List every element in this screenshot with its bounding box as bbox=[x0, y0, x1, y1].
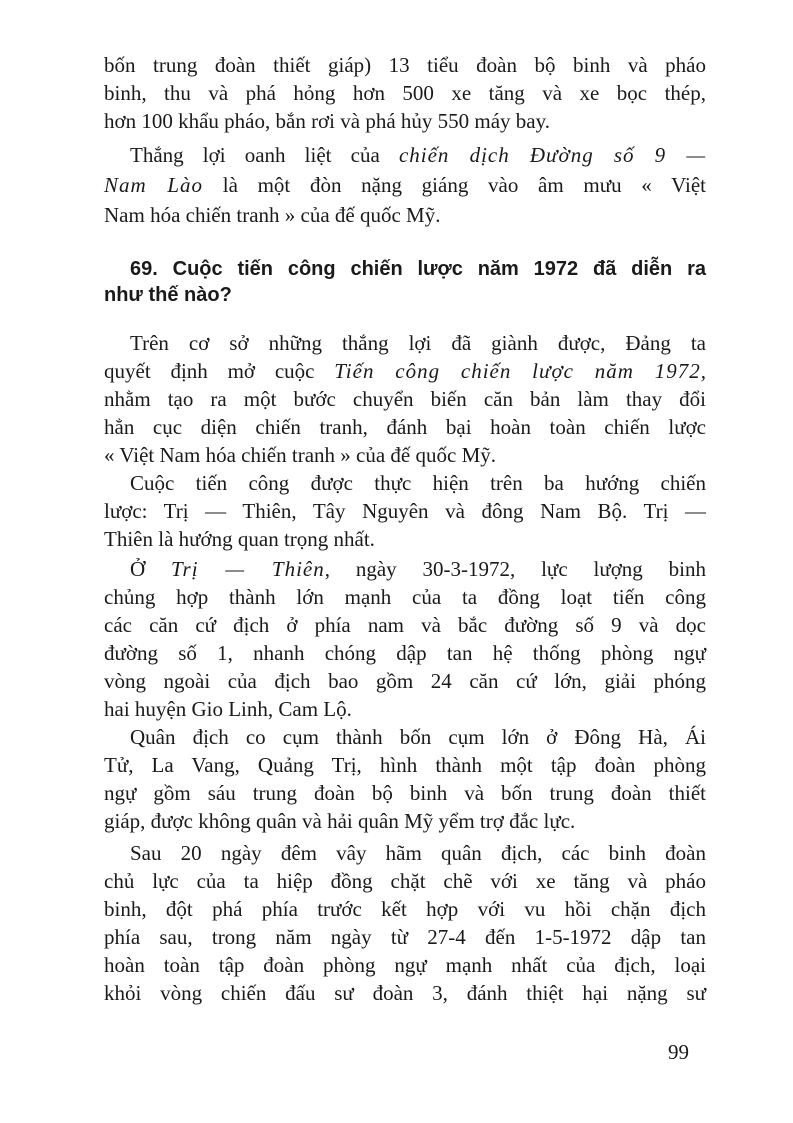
italic-text: Tiến công chiến lược năm 1972 bbox=[334, 359, 701, 383]
text-line bbox=[104, 414, 706, 440]
text-line bbox=[104, 924, 706, 950]
text-line bbox=[104, 980, 706, 1006]
text-segment: Ở bbox=[130, 557, 172, 581]
text-line bbox=[130, 142, 706, 168]
text-line bbox=[104, 202, 706, 228]
text-line bbox=[104, 52, 706, 78]
text-segment: Nam hóa chiến tranh » của đế quốc Mỹ. bbox=[104, 203, 441, 227]
text-line bbox=[130, 330, 706, 356]
text-segment: lược: Trị — Thiên, Tây Nguyên và đông Nam Bộ. Trị — bbox=[104, 499, 706, 523]
section-heading-line bbox=[130, 256, 706, 282]
text-segment: phía sau, trong năm ngày từ 27-4 đến 1-5-1972 dập tan bbox=[104, 925, 706, 949]
text-line bbox=[130, 470, 706, 496]
text-line bbox=[104, 442, 706, 468]
text-line bbox=[130, 724, 706, 750]
text-segment: các căn cứ địch ở phía nam và bắc đường số 9 và dọc bbox=[104, 613, 706, 637]
text-segment: quyết định mở cuộc bbox=[104, 359, 335, 383]
text-segment: Tử, La Vang, Quảng Trị, hình thành một tập đoàn phòng bbox=[104, 753, 706, 777]
text-segment: Thiên là hướng quan trọng nhất. bbox=[104, 527, 375, 551]
section-heading-line bbox=[104, 282, 706, 308]
text-segment: hơn 100 khẩu pháo, bắn rơi và phá hủy 550 máy bay. bbox=[104, 109, 551, 133]
text-segment: hoàn toàn tập đoàn phòng ngự mạnh nhất của địch, loại bbox=[104, 953, 706, 977]
text-line bbox=[104, 172, 706, 198]
text-line bbox=[104, 808, 706, 834]
text-line bbox=[104, 498, 706, 524]
text-segment: Trên cơ sở những thắng lợi đã giành được, Đảng ta bbox=[130, 331, 706, 355]
text-segment: Quân địch co cụm thành bốn cụm lớn ở Đông Hà, Ái bbox=[130, 725, 706, 749]
text-segment: như thế nào? bbox=[104, 284, 232, 306]
text-segment: hẳn cục diện chiến tranh, đánh bại hoàn toàn chiến lược bbox=[104, 415, 706, 439]
text-line bbox=[104, 526, 706, 552]
text-segment: 69. Cuộc tiến công chiến lược năm 1972 đã diễn ra bbox=[130, 258, 706, 280]
text-line bbox=[104, 386, 706, 412]
text-line bbox=[104, 896, 706, 922]
text-segment: chủ lực của ta hiệp đồng chặt chẽ với xe tăng và pháo bbox=[104, 869, 706, 893]
text-segment: bốn trung đoàn thiết giáp) 13 tiểu đoàn bộ binh và pháo bbox=[104, 53, 706, 77]
text-segment: Thắng lợi oanh liệt của bbox=[130, 143, 399, 167]
text-segment: là một đòn nặng giáng vào âm mưu « Việt bbox=[203, 173, 706, 197]
text-segment: binh, đột phá phía trước kết hợp với vu hồi chặn địch bbox=[104, 897, 706, 921]
italic-text: chiến dịch Đường số 9 — bbox=[398, 143, 706, 167]
text-line bbox=[104, 640, 706, 666]
text-segment: , ngày 30-3-1972, lực lượng binh bbox=[324, 557, 706, 581]
text-line bbox=[104, 752, 706, 778]
text-segment: binh, thu và phá hỏng hơn 500 xe tăng và xe bọc thép, bbox=[104, 81, 706, 105]
text-segment: vòng ngoài của địch bao gồm 24 căn cứ lớn, giải phóng bbox=[104, 669, 706, 693]
text-segment: « Việt Nam hóa chiến tranh » của đế quốc Mỹ. bbox=[104, 443, 496, 467]
italic-text: Trị — Thiên bbox=[171, 557, 325, 581]
text-line bbox=[104, 696, 706, 722]
text-line bbox=[104, 952, 706, 978]
text-line bbox=[104, 584, 706, 610]
text-segment: chủng hợp thành lớn mạnh của ta đồng loạt tiến công bbox=[104, 585, 706, 609]
text-segment: đường số 1, nhanh chóng dập tan hệ thống phòng ngự bbox=[104, 641, 706, 665]
text-line bbox=[104, 668, 706, 694]
text-line bbox=[104, 612, 706, 638]
text-segment: khỏi vòng chiến đấu sư đoàn 3, đánh thiệt hại nặng sư bbox=[104, 981, 706, 1005]
text-segment: giáp, được không quân và hải quân Mỹ yểm trợ đắc lực. bbox=[104, 809, 576, 833]
text-line bbox=[130, 556, 706, 582]
text-segment: Sau 20 ngày đêm vây hãm quân địch, các binh đoàn bbox=[130, 841, 706, 865]
text-line bbox=[130, 840, 706, 866]
text-line bbox=[104, 780, 706, 806]
text-line bbox=[104, 108, 706, 134]
text-segment: Cuộc tiến công được thực hiện trên ba hướng chiến bbox=[130, 471, 706, 495]
text-line bbox=[104, 80, 706, 106]
text-segment: hai huyện Gio Linh, Cam Lộ. bbox=[104, 697, 352, 721]
page-number: 99 bbox=[668, 1040, 689, 1064]
text-segment: nhằm tạo ra một bước chuyển biến căn bản làm thay đổi bbox=[104, 387, 706, 411]
text-line bbox=[104, 358, 706, 384]
text-line bbox=[104, 868, 706, 894]
italic-text: Nam Lào bbox=[104, 173, 204, 197]
text-segment: ngự gồm sáu trung đoàn bộ binh và bốn trung đoàn thiết bbox=[104, 781, 706, 805]
text-segment: , bbox=[700, 359, 706, 383]
